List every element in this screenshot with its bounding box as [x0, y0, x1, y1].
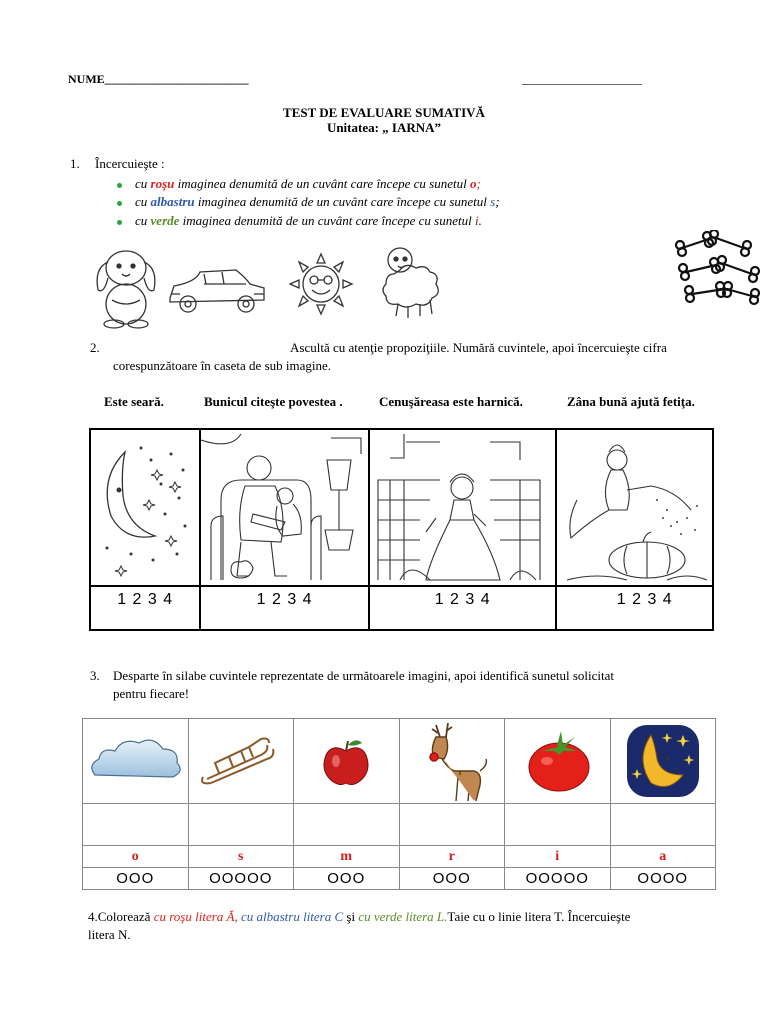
fairy-pumpkin-image	[557, 430, 711, 585]
syllable-cell-6[interactable]	[610, 804, 716, 846]
choices-cell-2[interactable]: 1 2 3 4	[200, 586, 369, 630]
sound-letter-i: i	[505, 846, 611, 868]
syllable-cell-1[interactable]	[83, 804, 189, 846]
sled-image	[189, 719, 293, 803]
ex1-item-1: cu roşu imaginea denumită de un cuvânt care începe cu sunetul o;	[135, 176, 481, 191]
grandpa-reading-image	[201, 430, 367, 585]
choices-cell-4[interactable]: 1 2 3 4	[556, 586, 713, 630]
sound-circles-2[interactable]: OOOOO	[188, 868, 294, 890]
name-label-row	[68, 72, 249, 87]
sound-letter-m: m	[294, 846, 400, 868]
name-label: NUME	[68, 72, 105, 86]
tomato-image	[505, 719, 609, 803]
ex2-instruction-line2: corespunzătoare în caseta de sub imagine.	[113, 358, 332, 373]
sound-letter-o: o	[83, 846, 189, 868]
moon-stars-image	[611, 719, 715, 803]
ex2-number: 2.	[90, 340, 100, 355]
cloud-image	[83, 719, 187, 803]
choices-cell-1[interactable]: 1 2 3 4	[90, 586, 200, 630]
sound-circles-4[interactable]: OOO	[399, 868, 505, 890]
sound-circles-5[interactable]: OOOOO	[505, 868, 611, 890]
bullet-icon	[117, 201, 122, 206]
syllable-cell-2[interactable]	[188, 804, 294, 846]
apple-cell	[294, 719, 400, 804]
sheep-image[interactable]	[376, 244, 448, 320]
ex3-table	[82, 718, 716, 890]
bones-image[interactable]	[672, 230, 762, 310]
sentence-1: Este seară.	[104, 394, 164, 409]
car-image[interactable]	[166, 264, 268, 316]
syllable-cell-4[interactable]	[399, 804, 505, 846]
ex4-red-part: cu roşu litera Ă,	[153, 909, 238, 924]
tomato-cell	[505, 719, 611, 804]
sound-circles-1[interactable]: OOO	[83, 868, 189, 890]
cinderella-image	[370, 430, 555, 585]
sentence-3: Cenuşăreasa este harnică.	[379, 394, 523, 409]
sound-circles-3[interactable]: OOO	[294, 868, 400, 890]
sled-cell	[188, 719, 294, 804]
choices-cell-3[interactable]: 1 2 3 4	[369, 586, 557, 630]
moon-star-cell	[610, 719, 716, 804]
ex1-item-3: cu verde imaginea denumită de un cuvânt care începe cu sunetul i.	[135, 213, 482, 228]
sentence-4: Zâna bună ajută fetiţa.	[567, 394, 695, 409]
ex4-green-part: cu verde litera L.	[355, 909, 448, 924]
unit-title: Unitatea: „ IARNA”	[326, 120, 442, 135]
sound-letter-a: a	[610, 846, 716, 868]
night-moon-image	[91, 430, 199, 585]
sound-circles-6[interactable]: OOOO	[610, 868, 716, 890]
apple-image	[294, 719, 398, 803]
reindeer-cell	[399, 719, 505, 804]
cloud-cell	[83, 719, 189, 804]
syllable-cell-3[interactable]	[294, 804, 400, 846]
ex1-number: 1.	[70, 156, 80, 171]
cinderella-cell	[369, 429, 557, 586]
bullet-icon	[117, 220, 122, 225]
bunny-image[interactable]	[90, 238, 162, 330]
ex1-instruction: Încercuieşte :	[95, 156, 165, 171]
ex4-instruction-line2: litera N.	[88, 927, 131, 942]
ex4-instruction: 4.Colorează cu roşu litera Ă, cu albastru litera C şi cu verde litera L.Taie cu o linie litera T. Încercuieşte	[88, 909, 631, 924]
name-line[interactable]: ________________________	[104, 72, 249, 86]
sentence-2: Bunicul citeşte povestea .	[204, 394, 343, 409]
bullet-icon	[117, 183, 122, 188]
ex3-instruction-line1: Desparte în silabe cuvintele reprezentate de următoarele imagini, apoi identifică sunetul solicitat	[113, 668, 615, 683]
syllable-cell-5[interactable]	[505, 804, 611, 846]
ex2-instruction-line1: Ascultă cu atenţie propoziţiile. Numără cuvintele, apoi încercuieşte cifra	[290, 340, 667, 355]
color-word-blue: albastru	[150, 194, 195, 209]
night-moon-cell	[90, 429, 200, 586]
color-word-red: roşu	[150, 176, 175, 191]
sound-letter-r: r	[399, 846, 505, 868]
reindeer-image	[400, 719, 504, 803]
sun-image[interactable]	[286, 250, 356, 318]
ex4-blue-part: cu albastru litera C	[237, 909, 344, 924]
ex2-table	[89, 428, 714, 631]
fairy-cell	[556, 429, 713, 586]
ex1-item-2: cu albastru imaginea denumită de un cuvânt care începe cu sunetul s;	[135, 194, 500, 209]
color-word-green: verde	[150, 213, 180, 228]
grandpa-reading-cell	[200, 429, 369, 586]
test-title: TEST DE EVALUARE SUMATIVĂ	[283, 105, 485, 120]
ex3-instruction-line2: pentru fiecare!	[113, 686, 190, 701]
ex3-number: 3.	[90, 668, 100, 683]
sound-letter-s: s	[188, 846, 294, 868]
date-line[interactable]: ____________________	[522, 72, 642, 86]
